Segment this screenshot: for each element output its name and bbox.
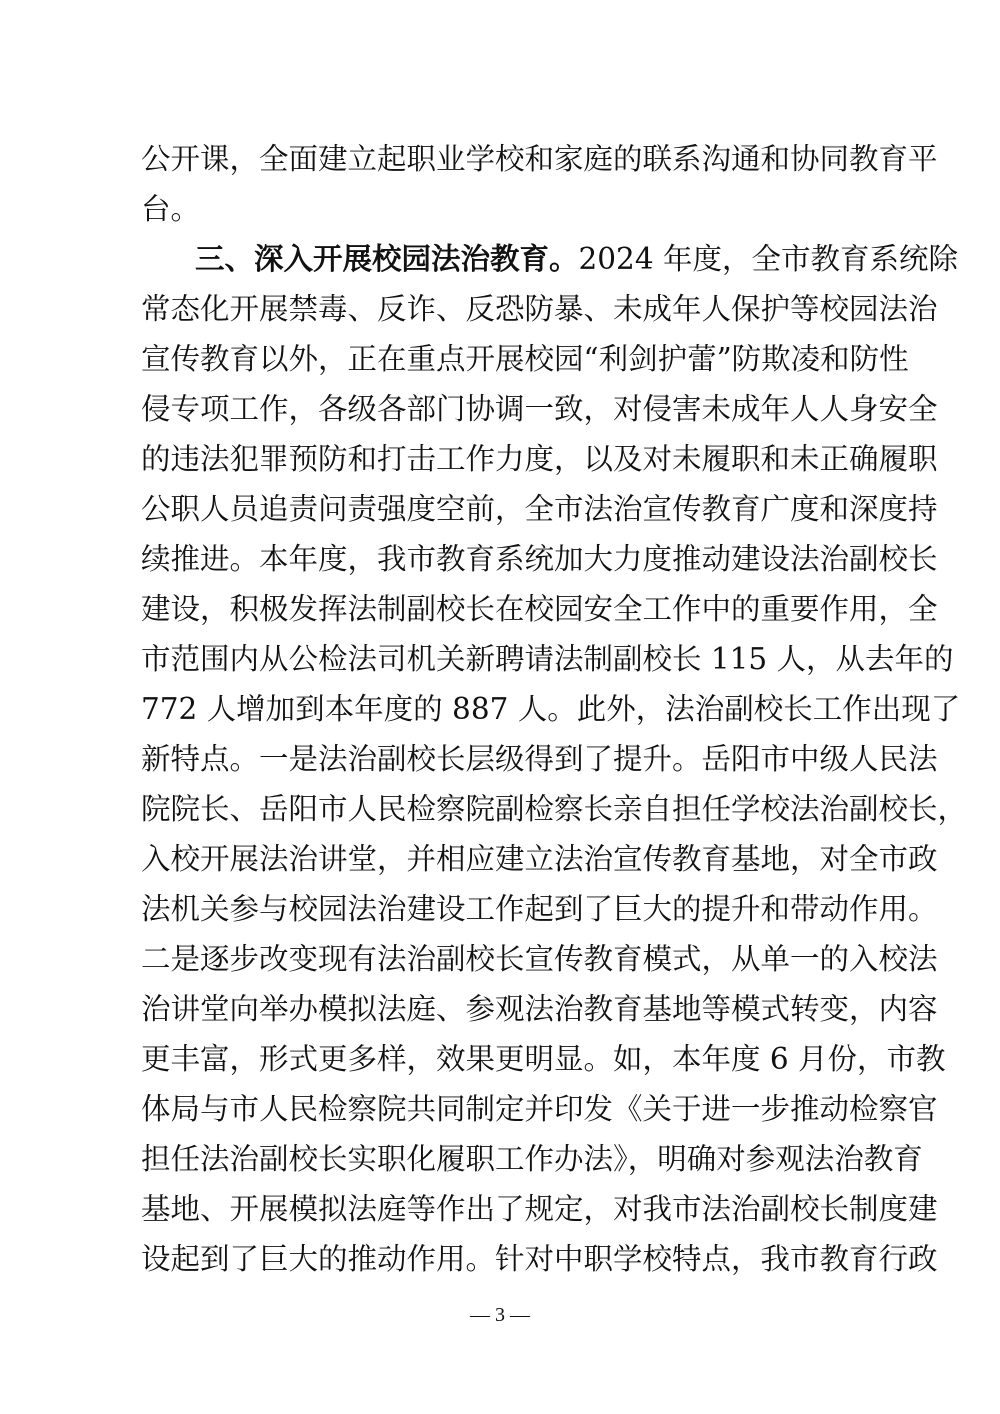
- paragraph-2-line-19: 担任法治副校长实职化履职工作办法》，明确对参观法治教育: [141, 1142, 923, 1176]
- paragraph-2-line-9: 市范围内从公检法司机关新聘请法制副校长 115 人，从去年的: [141, 642, 954, 676]
- paragraph-2-line-15: 二是逐步改变现有法治副校长宣传教育模式，从单一的入校法: [141, 942, 938, 976]
- paragraph-2-line-16: 治讲堂向举办模拟法庭、参观法治教育基地等模式转变，内容: [141, 992, 938, 1026]
- paragraph-2-line-3: 宣传教育以外，正在重点开展校园“利剑护蕾”防欺凌和防性: [141, 342, 909, 376]
- paragraph-2-line-18: 体局与市人民检察院共同制定并印发《关于进一步推动检察官: [141, 1092, 938, 1126]
- paragraph-2-line-7: 续推进。本年度，我市教育系统加大力度推动建设法治副校长: [141, 542, 938, 576]
- paragraph-2-line-20: 基地、开展模拟法庭等作出了规定，对我市法治副校长制度建: [141, 1192, 938, 1226]
- paragraph-2-line-13: 入校开展法治讲堂，并相应建立法治宣传教育基地，对全市政: [141, 842, 938, 876]
- paragraph-2-line-1: [141, 239, 958, 279]
- section-heading: 三、深入开展校园法治教育。: [195, 242, 579, 276]
- paragraph-2-line-17: 更丰富，形式更多样，效果更明显。如，本年度 6 月份，市教: [141, 1042, 946, 1076]
- paragraph-1-line-2: 台。: [141, 192, 201, 226]
- paragraph-2-line-10: 772 人增加到本年度的 887 人。此外，法治副校长工作出现了: [141, 692, 961, 726]
- paragraph-2-line-2: 常态化开展禁毒、反诈、反恐防暴、未成年人保护等校园法治: [141, 292, 938, 326]
- paragraph-2-line-12: 院院长、岳阳市人民检察院副检察长亲自担任学校法治副校长，: [141, 792, 968, 826]
- paragraph-2-line-5: 的违法犯罪预防和打击工作力度，以及对未履职和未正确履职: [141, 442, 938, 476]
- page-number: — 3 —: [470, 1304, 530, 1326]
- paragraph-2-line-21: 设起到了巨大的推动作用。针对中职学校特点，我市教育行政: [141, 1242, 938, 1276]
- paragraph-1-line-1: 公开课，全面建立起职业学校和家庭的联系沟通和协同教育平: [141, 142, 938, 176]
- paragraph-2-line-11: 新特点。一是法治副校长层级得到了提升。岳阳市中级人民法: [141, 742, 938, 776]
- paragraph-2-line-8: 建设，积极发挥法制副校长在校园安全工作中的重要作用，全: [141, 592, 938, 626]
- paragraph-2-line-4: 侵专项工作，各级各部门协调一致，对侵害未成年人人身安全: [141, 392, 938, 426]
- paragraph-2-line-14: 法机关参与校园法治建设工作起到了巨大的提升和带动作用。: [141, 892, 938, 926]
- paragraph-2-line-6: 公职人员追责问责强度空前，全市法治宣传教育广度和深度持: [141, 492, 938, 526]
- paragraph-2-line-1-rest: 2024 年度，全市教育系统除: [578, 242, 958, 276]
